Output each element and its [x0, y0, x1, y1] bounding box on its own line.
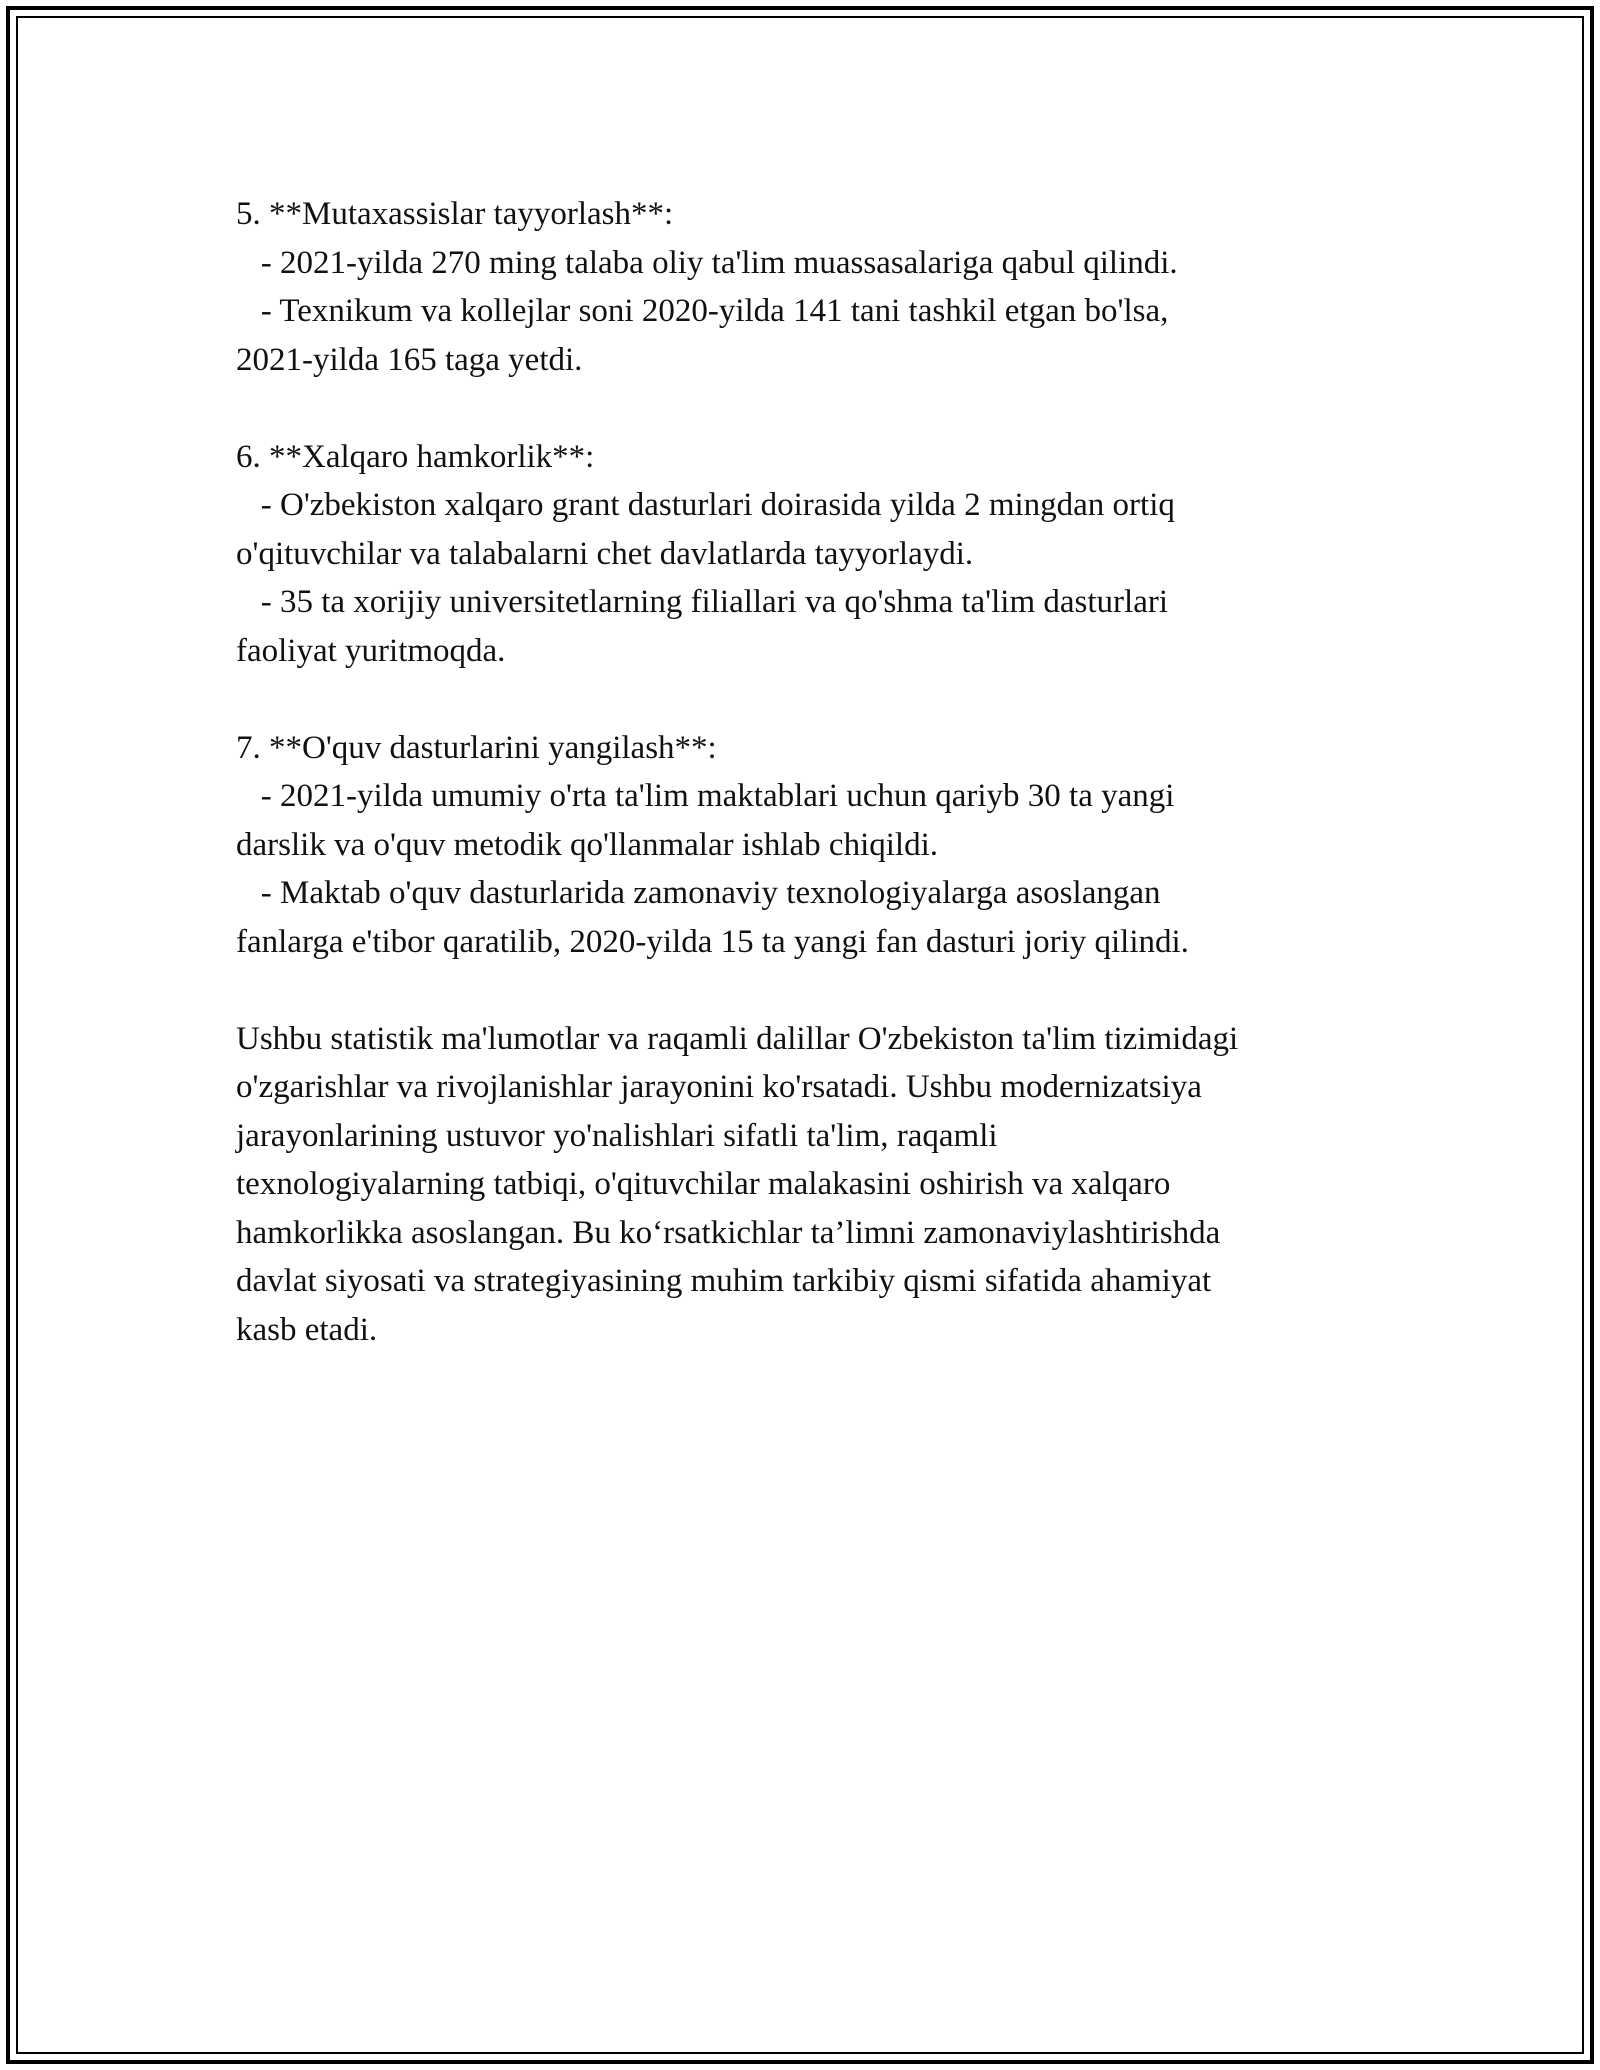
section-5-line: - Texnikum va kollejlar soni 2020-yilda 141 tani tashkil etgan bo'lsa,	[236, 293, 1169, 329]
section-6-heading: 6. **Xalqaro hamkorlik**:	[236, 438, 595, 475]
section-5-heading: 5. **Mutaxassislar tayyorlash**:	[236, 196, 674, 232]
conclusion-line: kasb etadi.	[236, 1311, 378, 1348]
conclusion-line: hamkorlikka asoslangan. Bu ko‘rsatkichlar ta’limni zamonaviylashtirishda	[236, 1214, 1221, 1251]
section-6-line: - O'zbekiston xalqaro grant dasturlari doirasida yilda 2 mingdan ortiq	[236, 487, 1175, 523]
section-7-heading: 7. **O'quv dasturlarini yangilash**:	[236, 729, 717, 766]
conclusion-line: davlat siyosati va strategiyasining muhim tarkibiy qismi sifatida ahamiyat	[236, 1263, 1212, 1299]
section-6-line: faoliyat yuritmoqda.	[236, 632, 506, 669]
document-body	[236, 190, 1366, 1354]
conclusion-line: o'zgarishlar va rivojlanishlar jarayonini ko'rsatadi. Ushbu modernizatsiya	[236, 1069, 1202, 1105]
paragraph-gap	[236, 675, 1366, 724]
section-7-line: fanlarga e'tibor qaratilib, 2020-yilda 15 ta yangi fan dasturi joriy qilindi.	[236, 923, 1189, 960]
paragraph-gap	[236, 384, 1366, 433]
section-5-line: - 2021-yilda 270 ming talaba oliy ta'lim muassasalariga qabul qilindi.	[236, 244, 1178, 281]
section-7-line: - 2021-yilda umumiy o'rta ta'lim maktablari uchun qariyb 30 ta yangi	[236, 778, 1175, 814]
conclusion-line: jarayonlarining ustuvor yo'nalishlari sifatli ta'lim, raqamli	[236, 1117, 998, 1154]
conclusion-line: texnologiyalarning tatbiqi, o'qituvchilar malakasini oshirish va xalqaro	[236, 1166, 1171, 1202]
section-7-line: darslik va o'quv metodik qo'llanmalar ishlab chiqildi.	[236, 826, 939, 863]
section-6-line: o'qituvchilar va talabalarni chet davlatlarda tayyorlaydi.	[236, 535, 974, 572]
paragraph-gap	[236, 966, 1366, 1015]
conclusion-line: Ushbu statistik ma'lumotlar va raqamli dalillar O'zbekiston ta'lim tizimidagi	[236, 1020, 1239, 1057]
section-7-line: - Maktab o'quv dasturlarida zamonaviy texnologiyalarga asoslangan	[236, 875, 1161, 911]
section-6-line: - 35 ta xorijiy universitetlarning filiallari va qo'shma ta'lim dasturlari	[236, 584, 1168, 620]
section-5-line: 2021-yilda 165 taga yetdi.	[236, 341, 583, 378]
